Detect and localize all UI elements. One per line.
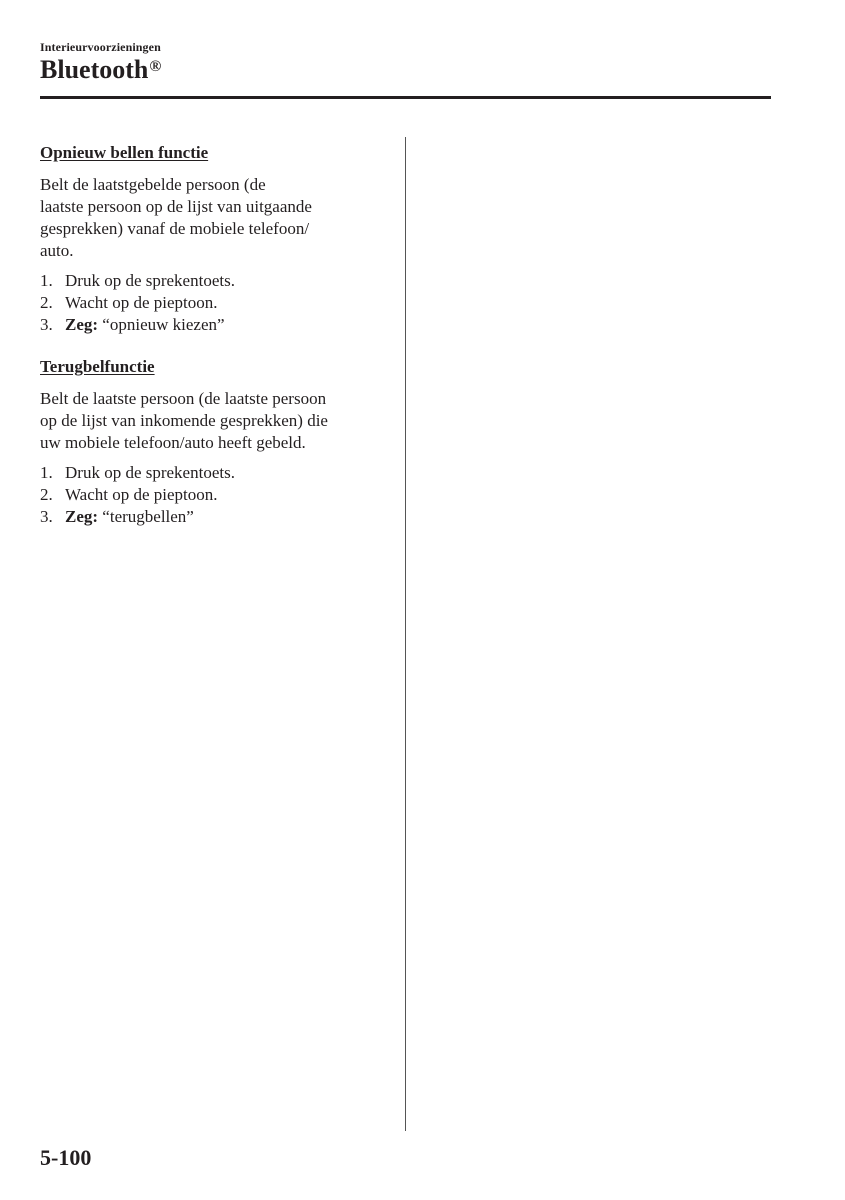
text-line: uw mobiele telefoon/auto heeft gebeld. <box>40 433 306 452</box>
step-text: “opnieuw kiezen” <box>98 315 225 334</box>
text-line: auto. <box>40 241 74 260</box>
callback-description <box>40 388 390 454</box>
page-title-text: Bluetooth <box>40 55 149 84</box>
registered-mark: ® <box>149 58 162 75</box>
redial-steps <box>40 270 390 336</box>
step-item <box>40 506 390 528</box>
text-line: Belt de laatstgebelde persoon (de <box>40 175 266 194</box>
step-number: 3. <box>40 507 53 526</box>
step-number: 2. <box>40 293 53 312</box>
step-number: 1. <box>40 271 53 290</box>
callback-section <box>40 356 390 528</box>
step-item <box>40 270 390 292</box>
step-number: 1. <box>40 463 53 482</box>
step-content <box>65 314 225 336</box>
step-text: Wacht op de pieptoon. <box>65 485 218 504</box>
step-text: Druk op de sprekentoets. <box>65 463 235 482</box>
page-number: 5-100 <box>40 1145 92 1170</box>
callback-steps <box>40 462 390 528</box>
page-title <box>40 54 161 86</box>
step-item <box>40 462 390 484</box>
text-line: Belt de laatste persoon (de laatste persoon <box>40 389 327 408</box>
text-line: laatste persoon op de lijst van uitgaande <box>40 197 312 216</box>
step-item <box>40 314 390 336</box>
step-bold-label: Zeg: <box>65 507 99 526</box>
redial-description <box>40 174 390 262</box>
left-column <box>40 142 390 548</box>
section-label: Interieurvoorzieningen <box>40 40 161 54</box>
step-item <box>40 292 390 314</box>
step-text: “terugbellen” <box>98 507 194 526</box>
step-text: Druk op de sprekentoets. <box>65 271 235 290</box>
step-bold-label: Zeg: <box>65 315 99 334</box>
step-number: 2. <box>40 485 53 504</box>
text-line: gesprekken) vanaf de mobiele telefoon/ <box>40 219 310 238</box>
step-number: 3. <box>40 315 53 334</box>
step-content <box>65 506 194 528</box>
redial-section <box>40 142 390 336</box>
header-rule <box>40 96 771 99</box>
column-divider <box>405 137 406 1131</box>
text-line: op de lijst van inkomende gesprekken) die <box>40 411 328 430</box>
step-text: Wacht op de pieptoon. <box>65 293 218 312</box>
redial-heading: Opnieuw bellen functie <box>40 143 209 162</box>
step-item <box>40 484 390 506</box>
callback-heading: Terugbelfunctie <box>40 357 155 376</box>
